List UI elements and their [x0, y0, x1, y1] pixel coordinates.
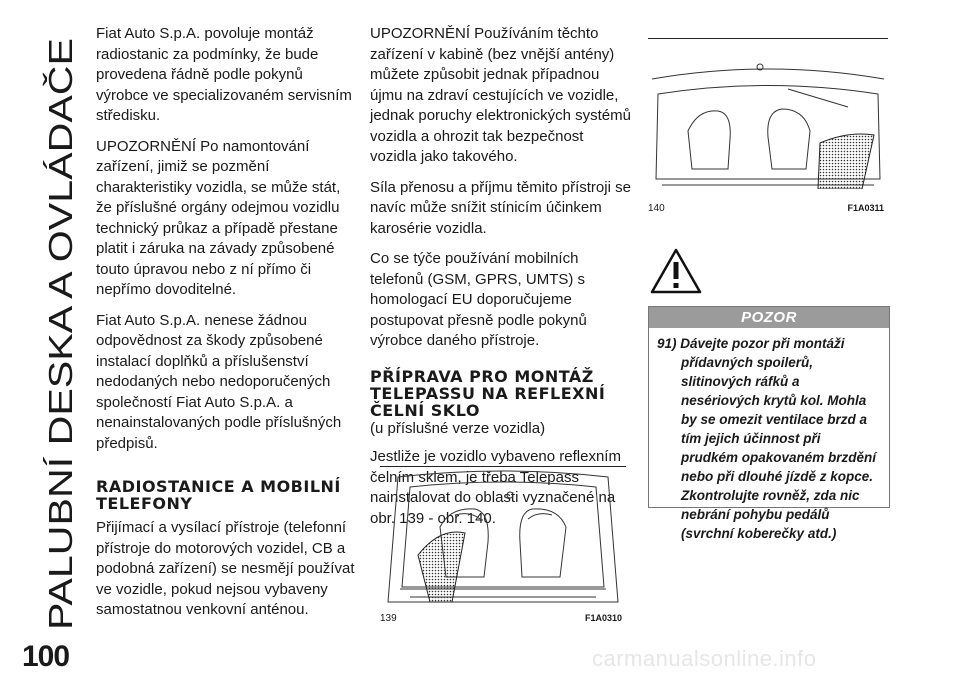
- text-column-2: [370, 24, 632, 539]
- page-number: 100: [22, 640, 70, 673]
- paragraph: Fiat Auto S.p.A. nenese žádnou odpovědnost za škody způsobené instalací doplňků a příslušenství nedodaných nebo nedoporučených společností Fiat Auto S.p.A. a nenainstalovaných podle příslušných předpisů.: [96, 311, 342, 452]
- text-column-1: [96, 24, 358, 631]
- paragraph: Přijímací a vysílací přístroje (telefonní přístroje do motorových vozidel, CB a podobná zařízení) se nesmějí používat ve vozidle, pokud nejsou vybaveny samostatnou venkovní anténou.: [96, 519, 355, 618]
- figure-code: F1A0310: [584, 613, 622, 623]
- paragraph: UPOZORNĚNÍ Používáním těchto zařízení v kabině (bez vnější antény) můžete způsobit jednak případnou újmu na zdraví cestujících ve vozidle, jednak poruchy elektronických systémů vozidla a ohrozit tak bezpečnost vozidla jako takového.: [370, 25, 631, 165]
- warning-title: POZOR: [649, 307, 889, 328]
- paragraph: Jestliže je vozidlo vybaveno reflexním čelním sklem, je třeba Telepass nainstalovat do oblasti vyznačené na obr. 139 - obr. 140.: [370, 448, 621, 527]
- figure-number: 139: [380, 613, 397, 624]
- figure-140: [648, 38, 888, 214]
- figure-number: 140: [648, 203, 665, 214]
- paragraph: Fiat Auto S.p.A. povoluje montáž radiostanic za podmínky, že bude provedena řádně podle pokynů výrobce ve specializovaném servisním středisku.: [96, 25, 352, 124]
- section-subheading: (u příslušné verze vozidla): [370, 419, 546, 437]
- figure-code: F1A0311: [847, 203, 884, 213]
- warning-body: Dávejte pozor při montáži přídavných spoilerů, slitinových ráfků a nesériových krytů kol. Mohla by se omezit ventilace brzd a tím jejich účinnost při prudkém opakovaném brzdění nebo při dlouhé jízdě z kopce. Zkontrolujte rovněž, zda nic nebrání pohybu pedálů (svrchní koberečky atd.): [680, 336, 877, 541]
- windshield-illustration: [380, 467, 626, 612]
- warning-text: [649, 328, 889, 543]
- section-heading: PŘÍPRAVA PRO MONTÁŽ TELEPASSU NA REFLEXNÍ ČELNÍ SKLO: [370, 366, 606, 420]
- windshield-detail-illustration: [648, 39, 888, 189]
- figure-139: [380, 466, 626, 625]
- paragraph: Co se týče používání mobilních telefonů (GSM, GPRS, UMTS) s homologací EU doporučujeme postupovat přesně podle pokynů výrobce daného přístroje.: [370, 250, 587, 349]
- paragraph: UPOZORNĚNÍ Po namontování zařízení, jimiž se pozmění charakteristiky vozidla, se může stát, že příslušné orgány odejmou vozidlu technický průkaz a případě přestane platit i záruka na závady způsobené touto úpravou nebo z ní přímo či nepřímo dovoditelné.: [96, 137, 341, 298]
- section-heading: RADIOSTANICE A MOBILNÍ TELEFONY: [96, 477, 341, 513]
- warning-number: 91): [657, 336, 677, 351]
- warning-triangle-icon: [650, 248, 702, 294]
- chapter-side-title-text: PALUBNÍ DESKA A OVLÁDAČE: [42, 155, 79, 630]
- paragraph: Síla přenosu a příjmu těmito přístroji se navíc může snížit stínicím účinkem karosérie vozidla.: [370, 178, 631, 237]
- warning-box: [648, 306, 890, 541]
- footer-watermark: carmanualsonline.info: [592, 646, 817, 671]
- chapter-side-title: [14, 20, 84, 630]
